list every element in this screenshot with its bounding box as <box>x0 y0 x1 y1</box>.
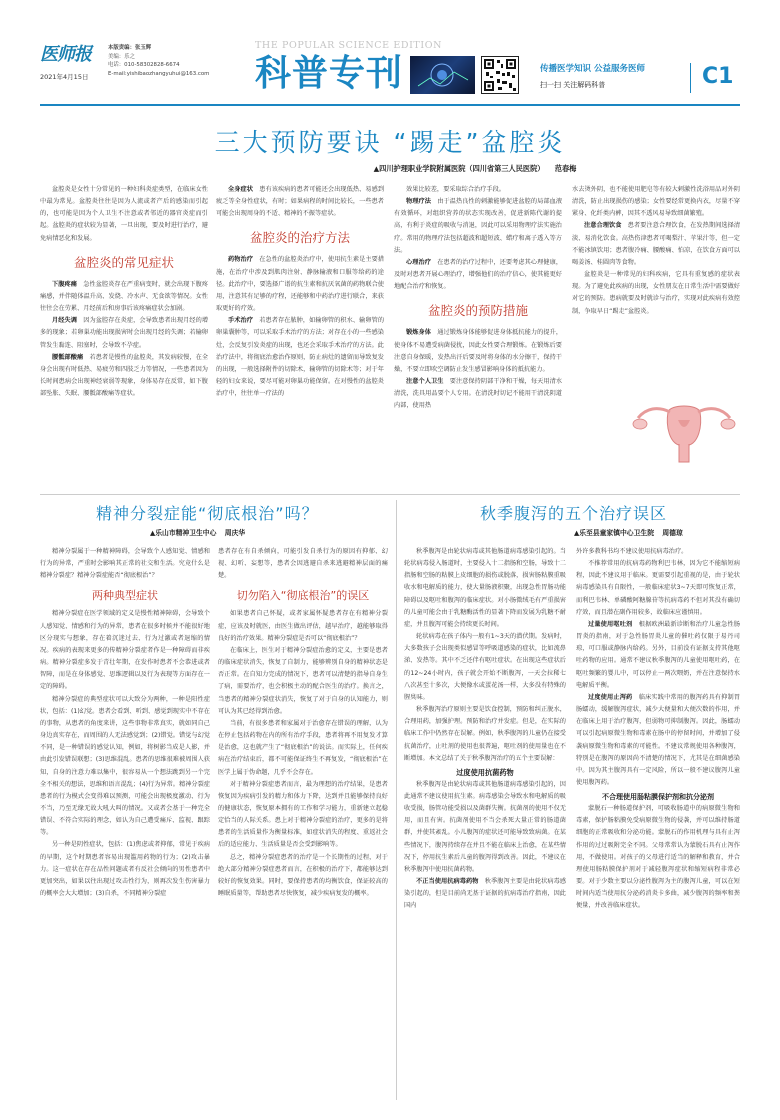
right-para: 轮状病毒在孩子体内一般有1~3天的潜伏期。发病时，大多数孩子会出现类似感冒等呼吸道感染的症状，比如流鼻涕、发热等。其中不乏还伴有呕吐症状。在出现这些症状后的12~24小时内，孩子就会开始不断腹泻，一天会拉稀七八次甚至十多次，大便像水或蛋花汤一样，大多没有特殊的腥臭味。 <box>404 633 566 701</box>
logo-text: 医师报 <box>40 44 91 65</box>
slogan-secondary: 扫一扫 关注解码科普 <box>540 81 606 89</box>
main-para <box>40 352 208 401</box>
para-text: 临床实践中常用的腹泻药具有抑制胃肠蠕动，缓解腹泻症状，减少大便量和大便次数的作用，并在临床上用于治疗腹泻，但弱物可抑制腹泻。因此，肠蠕动可以引起病原微生物和毒素在肠中的停留时间，并增加了侵袭病原微生物和毒素的可能性。不建议常规使用各种腹泻，特别是在腹泻的原因尚不清楚的情况下，尤其是在细菌感染中。因为其主腹泻具有一定风险，所以一般不建议腹泻儿童使用腹泻药。 <box>576 693 741 786</box>
para-lead: 注意合理饮食 <box>584 222 622 230</box>
left-byline-author: 周庆华 <box>224 529 246 537</box>
left-para: 患者存在有自杀倾向，可能引发自杀行为的原因有抑郁、幻视、幻听、妄想等，患者会因逃避自杀来逃避精神层面的痛楚。 <box>218 548 388 580</box>
main-para: 盆腔炎是一种常见的妇科疾病，它具有重复感的症状表现。为了避免此疾病的出现，女性朋友在日常生活中需要做好对它的预防。患病就要及时就诊与治疗，实现对此疾病有效控制，争取早日“踢走”盆腔炎。 <box>572 271 740 315</box>
left-para: 在临床上，医生对于精神分裂症治愈的定义，主要是患者的临床症状消失，恢复了自制力，能够辨别自身的精神状态是否正常。在自知力完成的情况下，患者可以清楚的指导自身生了病，需要治疗，也会积极主动的配合医生的治疗。换言之，当患者的精神分裂症状消失，恢复了对于自身的认知能力，则可认为其已经得到治愈。 <box>218 646 388 715</box>
masthead-rule <box>40 104 740 106</box>
main-para: 水去烫外阴，也不能使用肥皂等有较大刺激性洗浴用品对外阴清洗，防止出现损伤的感染；女性要经常更换内衣，尽量不穿紧身、化纤类内裤，因其不透风易导致细菌繁殖。 <box>572 186 740 218</box>
para-lead: 月经失调 <box>52 317 77 325</box>
right-byline-author: 周德琼 <box>662 529 683 537</box>
page-code-divider <box>690 63 691 93</box>
right-para: 外许多教科书均不建议使用抗病毒治疗。 <box>576 548 688 555</box>
para-text: 通过锻炼身体能够促进身体抵抗能力的提升，使身体不易遭受病菌侵扰，因此女性要合理锻炼。在锻炼后要注意自身保暖，发热出汗后要及时将身体的水分擦干，保持干燥，不要立即吹空调防止发生感冒影响身体的抵抗能力。 <box>394 329 563 373</box>
para-lead: 下腹疼痛 <box>52 280 77 288</box>
right-col-2 <box>576 546 740 913</box>
para-text: 由于温热良性的刺激能够促进盆腔的局部血液有效循环，对组织营养的状态实现改善，促进新陈代谢的提高，有利于炎症的吸收与消退，因此可以采用物理疗法实施治疗。常用的物理疗法包括超波和超短波、蜡疗和离子透入等方法。 <box>394 198 563 254</box>
right-para <box>576 619 740 692</box>
para-text: 秋季腹泻主要是由轮状病毒感染引起的，但是目前尚无基于证据的抗病毒治疗指南，因此国内 <box>404 878 567 910</box>
main-para <box>40 315 208 351</box>
para-lead: 注意个人卫生 <box>406 378 444 386</box>
right-para: 秋季腹泻治疗原则主要是饮食控制，预防和纠正脱水，合理用药，加强护理。预防和治疗并发症。但是，在实际的临床工作中仍然存在误解。例如，秋季腹泻的儿童仍在接受抗菌治疗，止吐剂的使用也很普遍，呕吐剂的使用量也在不断增加。本文总结了关于秋季腹泻治疗的五个主要误解： <box>404 706 566 762</box>
main-col-4 <box>572 184 740 318</box>
left-heading-misconception: 切勿陷入“彻底根治”的误区 <box>236 589 370 603</box>
left-para: 如果患者自己怀疑，或者家属怀疑患者存在有精神分裂症，应该及时就医，由医生做出评估，越早治疗，越能够取得良好的治疗效果。精神分裂症是否可以“彻底根治”？ <box>218 610 388 642</box>
left-col-2 <box>218 546 388 900</box>
right-para: 不推荐常用的抗病毒药物利巴韦林，因为它不能缩短病程，因此不建议用于临床。更需要引起重视的是，由于轮状病毒感染具有自限性，一般临床症状3~7天即可恢复正常，而利巴韦林、单磷酸阿糖腺苷等抗病毒药不但对其没有确切疗效，而且潜在副作用较多，故临床应谨慎用。 <box>576 560 740 616</box>
uterus-illustration <box>628 384 740 470</box>
left-para: 对于精神分裂症患者而言，最为理想的治疗结果，是患者恢复因为疾病引发的精力和体力下降，达到并且能够保持良好的健康状态，恢复原本拥有的工作和学习能力，重新建立起稳定恰当的人际关系。患上对于精神分裂症的治疗，更多的是将患者的生活质量作为衡量标准，如症状消失的程度、重返社会后的适应能力、生活质量是否会受到影响等。 <box>218 780 388 849</box>
section-divider <box>40 494 740 495</box>
right-para: 蒙脱石一种肠道保护剂，可吸收肠道中的病原微生物和毒素，保护肠粘膜免受病原微生物的侵袭，并可以维持肠道细胞的正常吸收和分泌功能。蒙脱石的作用机理与具有止泻作用的过过吸附完全不同。父母常常认为蒙脱石具有止泻作用，不做使用。对孩子的父母进行适当的解释和教育，并合理使用肠粘膜保护剂对于减轻腹泻症状和缩短病程非常必要。对于少数主要以分泌性腹泻为主的腹泻儿童，可以在短时间内适当使用抗分泌药消炎卡多曲，减少腹泻的频率和粪便量，并改善临床症状。 <box>576 805 740 910</box>
column-divider <box>396 500 397 1100</box>
para-text: 在患者的治疗过程中，还要考虑其心理健康，及时对患者开展心理治疗，增强他们的治疗信心，使其能更好地配合治疗和恢复。 <box>394 258 563 291</box>
right-subheading: 不正当使用抗病毒药物 <box>416 878 479 886</box>
right-article-title: 秋季腹泻的五个治疗误区 <box>480 504 668 523</box>
phone-line: 电话：010-58302828-6674 <box>108 62 180 69</box>
banner-title: 科普专刊 <box>255 53 404 94</box>
designer-line: 美编：乐之 <box>108 53 135 60</box>
main-para <box>216 254 384 315</box>
issue-date: 2021年4月15日 <box>40 73 89 81</box>
right-para: 秋季腹泻是由轮状病毒或其他肠道病毒感染引起的，因此通常不建议使用抗生素。病毒感染会导致水和电解质的吸收受损，肠管功能受损以及菌群失衡。抗菌剂的使用不仅无用，而且有害。抗菌剂使用不当会杀死大量正常的肠道菌群，并使其紊乱。小儿腹泻的症状还可能导致致病菌。在某些情况下，腹泻持续存在并且不能在临床上治愈，在某些情况下，停用抗生素后儿童的腹泻得到改善。因此，不建议在秋季腹泻中使用抗菌药物。 <box>404 780 566 873</box>
right-subheading: 过量使用呕吐剂 <box>588 620 633 628</box>
para-text: 患有该疾病的患者可能还会出现低热、易感到疲乏等全身性症状，有时；如果病程的时间比较长，一些患者可能会出现周身的不适、精神的不振等症状。 <box>216 186 385 218</box>
para-text: 若患者是慢性的盆腔炎，其发病较慢，在全身会出现有时低热、易疲劳和四肢乏力等情况，一些患者因为长时间患病会出现神经衰弱等现象，身体易存在反常，如下腹部坠胀、失眠、腰骶部酸痛等症状。 <box>40 353 209 398</box>
para-lead: 物理疗法 <box>406 198 431 206</box>
main-heading-treatment: 盆腔炎的治疗方法 <box>249 230 350 246</box>
para-lead: 药物治疗 <box>228 256 253 264</box>
para-text: 急性盆腔炎存在严重病变时，就会出现下腹疼痛感，并伴随体温升高、发烧、冷水声、无食欲等情况。女性往往会在劳累、月经前后和房事后该疼痛症状会加剧。 <box>40 280 209 313</box>
editor-info <box>108 44 228 78</box>
right-subheading: 过度使用抗菌药物 <box>456 767 514 777</box>
para-text: 若患者存在脓肿，如输卵管的积水、输卵管的卵巢囊肿等，可以采取手术治疗的方法；对存在小的一些感染灶，会反复引发炎症的出现，也还会采取手术治疗的方法。此治疗法中，将彻底治愈治作原则，防止病灶的遗留而导致复发的出现，一般选择附件的切除术，输卵管的切除术等；对于年轻的妇女来说，要尽可能对卵巢功能保留。在对慢性的盆腔炎治疗中，往往单一疗法的 <box>216 317 385 398</box>
para-lead: 腰骶部酸痛 <box>52 353 84 361</box>
left-para: 总之，精神分裂症患者的治疗是一个长期性的过程，对于绝大部分精神分裂症患者而言，在积极的治疗下，都能够达到较好的恢复效果。同时，要保持患者的均衡饮食，保证较高的睡眠质量等，帮助患者尽快恢复，减少疾病复发的概率。 <box>218 853 388 898</box>
left-para: 精神分裂症在医学领域的定义是慢性精神障碍，会导致个人感知觉、情感和行为的异常，患者在很多时候并不能很好地区分现实与想象，存在着沉迷过去、行为过激或者退缩的情况。疾病的表现来更多的传精神分裂症者作是一种障碍而非疾病。精神分裂症多发于青壮年期，在发作时患者不会恭进或者智障，而是在身体感觉、思维逻辑以及行为表现等方面存在一定的障碍。 <box>40 610 210 691</box>
para-text: 在急性的盆腔炎治疗中，使用抗生素是主要措施，在治疗中涉及到肌肉注射、静脉输液和口服等给药的途径。此治疗中，要选择广谱的抗生素和抗厌氧菌的药物联合使用，注意其有足够的疗程，还能够和中药治疗进行联合，来获取更好的疗效。 <box>216 256 385 313</box>
main-col-2 <box>216 184 384 400</box>
main-para <box>394 376 562 412</box>
banner-english: THE POPULAR SCIENCE EDITION <box>255 40 443 51</box>
left-col-1 <box>40 546 210 900</box>
main-byline-org: ▲四川护理职业学院附属医院（四川省第三人民医院） <box>373 164 545 173</box>
main-para <box>394 327 562 376</box>
main-col-3 <box>394 184 562 413</box>
left-para: 当前，有很多患者和家属对于治愈存在错误的理解，认为在停止包括药物在内的所有治疗手段，患者将再不用复发才算是治愈，这也就产生了“彻底根治”的说法。而实际上，任何疾病在治疗结束后，都不可能保证终生不再复发，“彻底根治”在医学上属于伪命题，几乎不会存在。 <box>218 719 388 776</box>
main-para <box>40 279 208 315</box>
left-para: 另一种是阴性症状，包括：(1)焦虑或者抑郁，常见于疾病的早期，这个时期患者容易出现滥用药物的行为；(2)攻击暴力。这一症状在存在品性问题或者有反社会倾向的男性患者中更加突出，如果以往出现过攻击性行为，则再次发生伤害暴力的概率会大大增加；(3)自杀，不同精神分裂症 <box>40 841 210 898</box>
right-article-byline <box>574 527 740 537</box>
main-intro: 盆腔炎是女性十分常见的一种妇科炎症类型，在临床女性中最为常见。盆腔炎往往是因为人流或者产后的感染而引起的，也可能是因为个人卫生不注意或者邻近的器官炎症而引起。盆腔炎的症状较为显著，一旦出现，要及时进行治疗，避免病情恶化和发展。 <box>40 186 208 242</box>
banner-image <box>410 56 475 94</box>
page-code: C1 <box>702 64 734 89</box>
right-para <box>576 692 740 789</box>
main-byline-author: 范春梅 <box>554 164 577 173</box>
right-subheading: 不合理使用肠粘膜保护剂和抗分泌剂 <box>602 793 714 802</box>
main-heading-prevention: 盆腔炎的预防措施 <box>427 303 528 319</box>
right-col-1 <box>404 546 566 913</box>
left-article-byline <box>150 527 390 537</box>
qr-code-icon[interactable] <box>481 56 519 94</box>
email-line: E-mail:yishibaozhangyuhui@163.com <box>108 70 210 77</box>
left-article-title: 精神分裂症能“彻底根治”吗？ <box>96 504 319 523</box>
left-para: 精神分裂症的典型症状可以大致分为两种，一种是阳性症状，包括：(1)幻觉。患者会看到、听到、感觉到现实中不存在的事物，从患者的角度来讲，这些事物非常真实，就如同自己身边真实存在，而周围的人无法感觉到；(2)错觉。错觉与幻觉不同，是一种错误的感觉认知，例如，将树影当成是人影，并由此引发错误联想；(3)思维混乱。患者的思维很难被周围人获知，自身的注意力难以集中，很容易从一个想法跳到另一个完全不相关的想法，思维和语言混乱；(4)行为异常。精神分裂症患者的行为模式会变得难以预测，可能会出现极度激动、行为不当，乃至无缘无故大吼大叫的情况。又或者会基于一种完全错误、不符合实际的理念，如认为自己遭受痛斥、监视、跟踪等。 <box>40 695 210 837</box>
main-heading-symptoms: 盆腔炎的常见症状 <box>73 254 174 270</box>
para-text: 要注意保持阴部干净和干燥，每天用清水清洗，洗具用品要个人专用。在清洗时切记不能用干清洗阴道内部，使用热 <box>394 378 563 410</box>
right-byline-org: ▲乐至县童家镇中心卫生院 <box>574 529 654 537</box>
para-lead: 全身症状 <box>228 186 253 193</box>
editor-line: 本版责编：张玉辉 <box>108 45 152 51</box>
main-col-1 <box>40 184 208 400</box>
main-para <box>394 196 562 257</box>
para-lead: 手术治疗 <box>228 317 253 325</box>
right-para <box>404 876 566 912</box>
main-para <box>216 184 384 220</box>
main-para <box>394 257 562 293</box>
right-para: 秋季腹泻是由轮状病毒或其他肠道病毒感染引起的。当轮状病毒侵入肠道时，主要侵入十二指肠和空肠，导致十二指肠和空肠的粘膜上皮细胞的损伤或脱落，损害肠粘膜重吸收水和电解质的能力，使大量肠液积聚，出现急性胃肠功能障碍以及呕吐和腹泻的临床症状。对小肠微绒毛有严重损害的儿童可能会由于乳糖酶活性的显著下降而发展为乳糖不耐症，并且腹泻可能会持续更长时间。 <box>404 548 566 628</box>
para-text: 因为盆腔存在炎症，会导致患者出现月经的增多的现象；若卵巢功能出现损害时会出现月经的失调；若输卵管发生黏连、阻塞时，会导致不孕症。 <box>40 317 209 349</box>
uterus-icon <box>628 384 740 470</box>
banner-art-icon <box>410 56 475 94</box>
para-text: 患者要注意合理饮食，在发热期间选择清淡、易消化饮食。高热伤津患者可喝梨汁、苹果汁等，但一定不能冰镇饮用；患者腹冷痛、腰酸痛、怕凉，在饮食方面可以喝姜汤、桂圆肉等食物。 <box>572 222 741 266</box>
left-intro: 精神分裂属于一种精神障碍，会导致个人感知觉、情感和行为的异常，严重时会影响其正常的社交和生活。究竟什么是精神分裂症？精神分裂症能否“彻底根治”？ <box>40 548 210 580</box>
slogan-primary: 传播医学知识 公益服务医师 <box>540 64 645 74</box>
para-lead: 锻炼身体 <box>406 329 431 337</box>
main-para <box>572 220 740 269</box>
left-heading-symptoms: 两种典型症状 <box>92 589 158 603</box>
para-text: 根据欧洲最新诊断和治疗儿童急性肠胃炎的指南，对于急性肠胃炎儿童的催吐药仅限于易丹司琼，可口服或静脉内给药。另外，目前没有证据支持其他呕吐药物的应用。通常不建议秋季腹泻的儿童使用呕吐药，在呕吐频繁的婴儿中，可以停止一两次喂奶，并在注意保持水电解质平衡。 <box>576 620 741 689</box>
left-byline-org: ▲乐山市精神卫生中心 <box>150 529 217 537</box>
main-para: 效果比较差，要采取综合治疗手段。 <box>406 186 505 193</box>
para-lead: 心理治疗 <box>406 258 431 266</box>
main-article-byline <box>200 164 750 174</box>
main-article-title: 三大预防要诀 “踢走”盆腔炎 <box>214 128 566 157</box>
right-subheading: 过度使用止泻药 <box>588 693 633 701</box>
main-para <box>216 315 384 400</box>
